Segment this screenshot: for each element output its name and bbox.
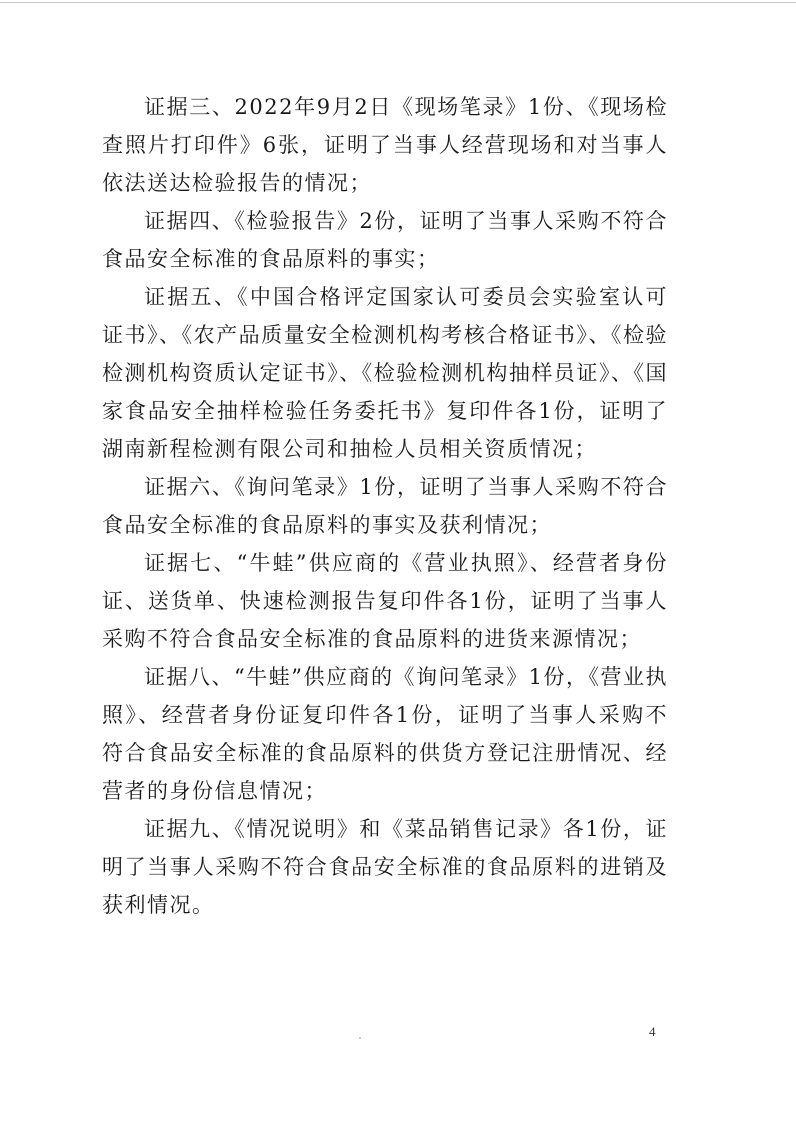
- evidence-paragraph-6: 证据六、《询问笔录》1份，证明了当事人采购不符合食品安全标准的食品原料的事实及获利情况；: [102, 475, 668, 537]
- page-number: 4: [649, 1024, 656, 1039]
- evidence-paragraph-8: 证据八、“牛蛙”供应商的《询问笔录》1份，《营业执照》、经营者身份证复印件各1份，证明了当事人采购不符合食品安全标准的食品原料的供货方登记注册情况、经营者的身份信息情况；: [102, 665, 668, 803]
- evidence-paragraph-3: 证据三、2022年9月2日《现场笔录》1份、《现场检查照片打印件》6张，证明了当事人经营现场和对当事人依法送达检验报告的情况；: [102, 95, 668, 195]
- evidence-paragraph-9: 证据九、《情况说明》和《菜品销售记录》各1份，证明了当事人采购不符合食品安全标准的食品原料的进销及获利情况。: [102, 817, 668, 917]
- evidence-paragraph-5: 证据五、《中国合格评定国家认可委员会实验室认可证书》、《农产品质量安全检测机构考核合格证书》、《检验检测机构资质认定证书》、《检验检测机构抽样员证》、《国家食品安全抽样检验任务委托书》复印件各1份，证明了湖南新程检测有限公司和抽检人员相关资质情况；: [102, 285, 668, 461]
- scan-speck: [359, 1037, 361, 1039]
- top-scan-edge: [0, 2, 796, 3]
- document-body: [102, 88, 668, 924]
- evidence-paragraph-7: 证据七、“牛蛙”供应商的《营业执照》、经营者身份证、送货单、快速检测报告复印件各1份，证明了当事人采购不符合食品安全标准的食品原料的进货来源情况；: [102, 551, 668, 651]
- evidence-paragraph-4: 证据四、《检验报告》2份，证明了当事人采购不符合食品安全标准的食品原料的事实；: [102, 209, 668, 271]
